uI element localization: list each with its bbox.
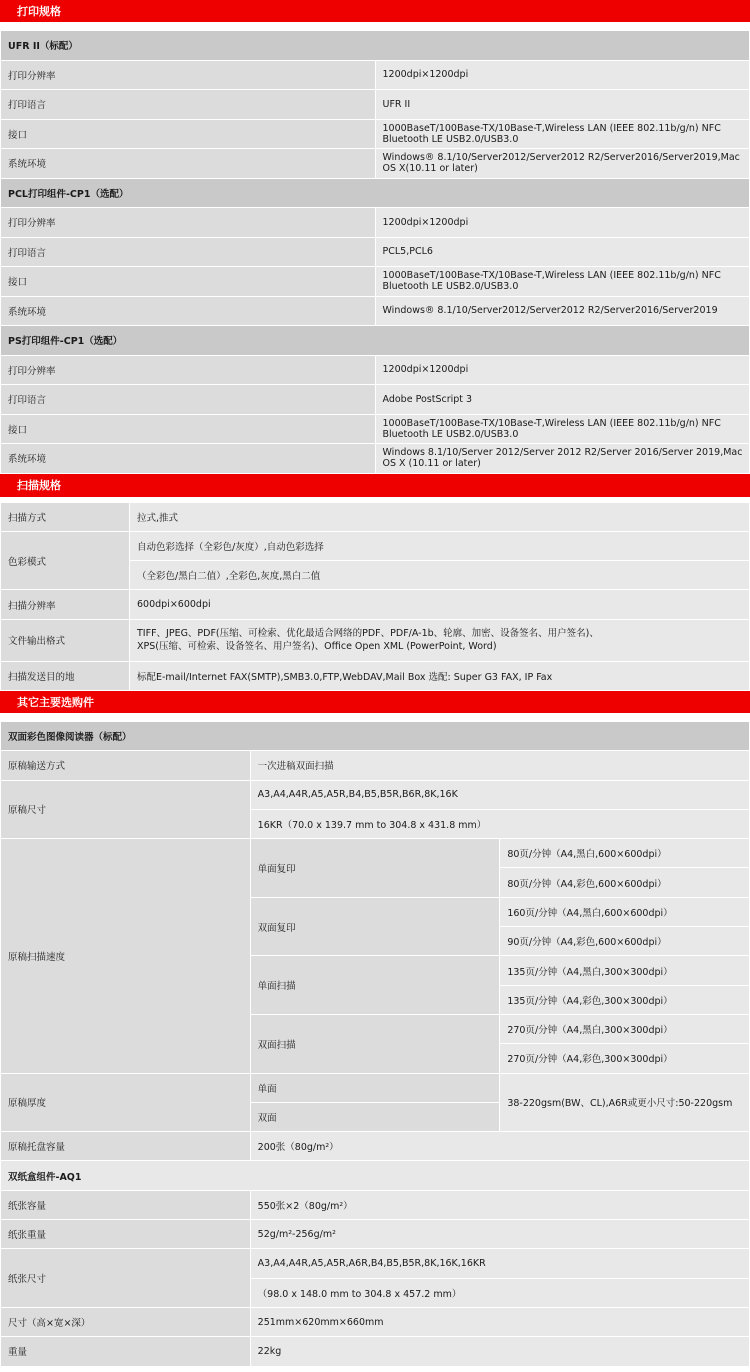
- spec-value: Adobe PostScript 3: [375, 385, 750, 415]
- table-row: [1, 502, 750, 531]
- original-size-value-2: 16KR（70.0 x 139.7 mm to 304.8 x 431.8 mm）: [250, 809, 749, 838]
- output-format-line-1: TIFF、JPEG、PDF(压缩、可检索、优化最适合网络的PDF、PDF/A-1b、轮廓、加密、设备签名、用户签名)、: [137, 628, 599, 640]
- spec-value: 1200dpi×1200dpi: [375, 355, 750, 385]
- table-row: [1, 780, 750, 809]
- table-row: [1, 208, 750, 238]
- speed-value: 80页/分钟（A4,黑白,600×600dpi）: [500, 839, 750, 868]
- print-group-title: UFR II（标配）: [1, 31, 750, 61]
- table-row: [1, 590, 750, 619]
- table-row: [1, 355, 750, 385]
- cassette-title: 双纸盒组件-AQ1: [1, 1161, 750, 1190]
- spec-value: UFR II: [375, 90, 750, 120]
- feed-method-label: 原稿输送方式: [1, 751, 251, 780]
- print-spec-table: [0, 30, 750, 474]
- scan-spec-table: [0, 502, 750, 691]
- table-row: [1, 1249, 750, 1278]
- table-row: [1, 839, 750, 868]
- spec-label: 打印语言: [1, 237, 376, 267]
- color-mode-label: 色彩模式: [1, 531, 130, 590]
- scan-speed-label: 原稿扫描速度: [1, 839, 251, 1073]
- options-table: [0, 721, 750, 1367]
- table-row: [1, 531, 750, 560]
- speed-value: 80页/分钟（A4,彩色,600×600dpi）: [500, 868, 750, 897]
- table-row: [1, 1073, 750, 1102]
- spec-label: 打印分辨率: [1, 60, 376, 90]
- table-row: [1, 1132, 750, 1161]
- options-header: 其它主要选购件: [0, 691, 750, 714]
- thickness-single: 单面: [250, 1073, 500, 1102]
- scan-destination-label: 扫描发送目的地: [1, 661, 130, 690]
- table-row: [1, 1190, 750, 1219]
- speed-value: 135页/分钟（A4,彩色,300×300dpi）: [500, 985, 750, 1014]
- speed-value: 90页/分钟（A4,彩色,600×600dpi）: [500, 927, 750, 956]
- table-row: [1, 237, 750, 267]
- gap: [0, 714, 750, 721]
- original-size-value-1: A3,A4,A4R,A5,A5R,B4,B5,B5R,B6R,8K,16K: [250, 780, 749, 809]
- spec-label: 打印分辨率: [1, 355, 376, 385]
- table-row: [1, 444, 750, 474]
- spec-label: 接口: [1, 119, 376, 149]
- spec-value: PCL5,PCL6: [375, 237, 750, 267]
- speed-value: 270页/分钟（A4,黑白,300×300dpi）: [500, 1014, 750, 1043]
- table-row: [1, 90, 750, 120]
- paper-size-value-2: （98.0 x 148.0 mm to 304.8 x 457.2 mm）: [250, 1278, 749, 1307]
- spec-value: Windows 8.1/10/Server 2012/Server 2012 R2/Server 2016/Server 2019,Mac OS X (10.11 or later): [375, 444, 750, 474]
- table-row: [1, 619, 750, 661]
- scan-resolution-value: 600dpi×600dpi: [130, 590, 750, 619]
- paper-size-value-1: A3,A4,A4R,A5,A5R,A6R,B4,B5,B5R,8K,16K,16KR: [250, 1249, 749, 1278]
- spec-value: 1200dpi×1200dpi: [375, 208, 750, 238]
- table-row: [1, 414, 750, 444]
- paper-weight-value: 52g/m²-256g/m²: [250, 1220, 749, 1249]
- table-row: [1, 60, 750, 90]
- table-row: [1, 178, 750, 208]
- spec-label: 系统环境: [1, 149, 376, 179]
- table-row: [1, 1337, 750, 1366]
- table-row: [1, 31, 750, 61]
- speed-mode: 单面扫描: [250, 956, 500, 1015]
- print-group-title: PCL打印组件-CP1（选配）: [1, 178, 750, 208]
- spec-label: 接口: [1, 267, 376, 297]
- table-row: [1, 661, 750, 690]
- table-row: [1, 296, 750, 326]
- output-format-label: 文件输出格式: [1, 619, 130, 661]
- scan-spec-header: 扫描规格: [0, 474, 750, 498]
- dimensions-label: 尺寸（高×宽×深）: [1, 1307, 251, 1336]
- output-format-line-2: XPS(压缩、可检索、设备签名、用户签名)、Office Open XML (PowerPoint, Word): [137, 641, 497, 653]
- paper-capacity-value: 550张×2（80g/m²）: [250, 1190, 749, 1219]
- feed-method-value: 一次进稿双面扫描: [250, 751, 749, 780]
- thickness-value: 38-220gsm(BW、CL),A6R或更小尺寸:50-220gsm: [500, 1073, 750, 1132]
- table-row: [1, 267, 750, 297]
- table-row: [1, 385, 750, 415]
- thickness-double: 双面: [250, 1102, 500, 1131]
- scan-resolution-label: 扫描分辨率: [1, 590, 130, 619]
- spec-label: 系统环境: [1, 444, 376, 474]
- original-size-label: 原稿尺寸: [1, 780, 251, 839]
- color-mode-value-1: 自动色彩选择（全彩色/灰度）,自动色彩选择: [130, 531, 750, 560]
- scan-method-label: 扫描方式: [1, 502, 130, 531]
- table-row: [1, 721, 750, 750]
- table-row: [1, 119, 750, 149]
- gap: [0, 23, 750, 30]
- spec-label: 打印语言: [1, 90, 376, 120]
- speed-mode: 双面扫描: [250, 1014, 500, 1073]
- print-spec-header: 打印规格: [0, 0, 750, 23]
- spec-value: Windows® 8.1/10/Server2012/Server2012 R2/Server2016/Server2019: [375, 296, 750, 326]
- print-group-title: PS打印组件-CP1（选配）: [1, 326, 750, 356]
- color-mode-value-2: （全彩色/黑白二值）,全彩色,灰度,黑白二值: [130, 561, 750, 590]
- spec-label: 打印语言: [1, 385, 376, 415]
- paper-capacity-label: 纸张容量: [1, 1190, 251, 1219]
- dimensions-value: 251mm×620mm×660mm: [250, 1307, 749, 1336]
- table-row: [1, 1307, 750, 1336]
- scan-method-value: 拉式,推式: [130, 502, 750, 531]
- speed-mode: 单面复印: [250, 839, 500, 898]
- paper-weight-label: 纸张重量: [1, 1220, 251, 1249]
- table-row: [1, 1220, 750, 1249]
- table-row: [1, 326, 750, 356]
- spec-value: 1000BaseT/100Base-TX/10Base-T,Wireless LAN (IEEE 802.11b/g/n) NFC Bluetooth LE USB2.0/USB3.0: [375, 119, 750, 149]
- scan-destination-value: 标配E-mail/Internet FAX(SMTP),SMB3.0,FTP,WebDAV,Mail Box 选配: Super G3 FAX, IP Fax: [130, 661, 750, 690]
- table-row: [1, 149, 750, 179]
- paper-size-label: 纸张尺寸: [1, 1249, 251, 1308]
- weight-label: 重量: [1, 1337, 251, 1366]
- output-format-value: [130, 619, 750, 661]
- speed-value: 160页/分钟（A4,黑白,600×600dpi）: [500, 897, 750, 926]
- speed-value: 270页/分钟（A4,彩色,300×300dpi）: [500, 1044, 750, 1073]
- spec-value: 1000BaseT/100Base-TX/10Base-T,Wireless LAN (IEEE 802.11b/g/n) NFC Bluetooth LE USB2.0/USB3.0: [375, 267, 750, 297]
- spec-label: 打印分辨率: [1, 208, 376, 238]
- spec-value: 1000BaseT/100Base-TX/10Base-T,Wireless LAN (IEEE 802.11b/g/n) NFC Bluetooth LE USB2.0/USB3.0: [375, 414, 750, 444]
- spec-label: 接口: [1, 414, 376, 444]
- speed-mode: 双面复印: [250, 897, 500, 956]
- table-row: [1, 1161, 750, 1190]
- spec-value: Windows® 8.1/10/Server2012/Server2012 R2/Server2016/Server2019,Mac OS X(10.11 or later): [375, 149, 750, 179]
- spec-label: 系统环境: [1, 296, 376, 326]
- weight-value: 22kg: [250, 1337, 749, 1366]
- tray-capacity-value: 200张（80g/m²）: [250, 1132, 749, 1161]
- tray-capacity-label: 原稿托盘容量: [1, 1132, 251, 1161]
- speed-value: 135页/分钟（A4,黑白,300×300dpi）: [500, 956, 750, 985]
- spec-value: 1200dpi×1200dpi: [375, 60, 750, 90]
- feeder-title: 双面彩色图像阅读器（标配）: [1, 721, 750, 750]
- thickness-label: 原稿厚度: [1, 1073, 251, 1132]
- table-row: [1, 751, 750, 780]
